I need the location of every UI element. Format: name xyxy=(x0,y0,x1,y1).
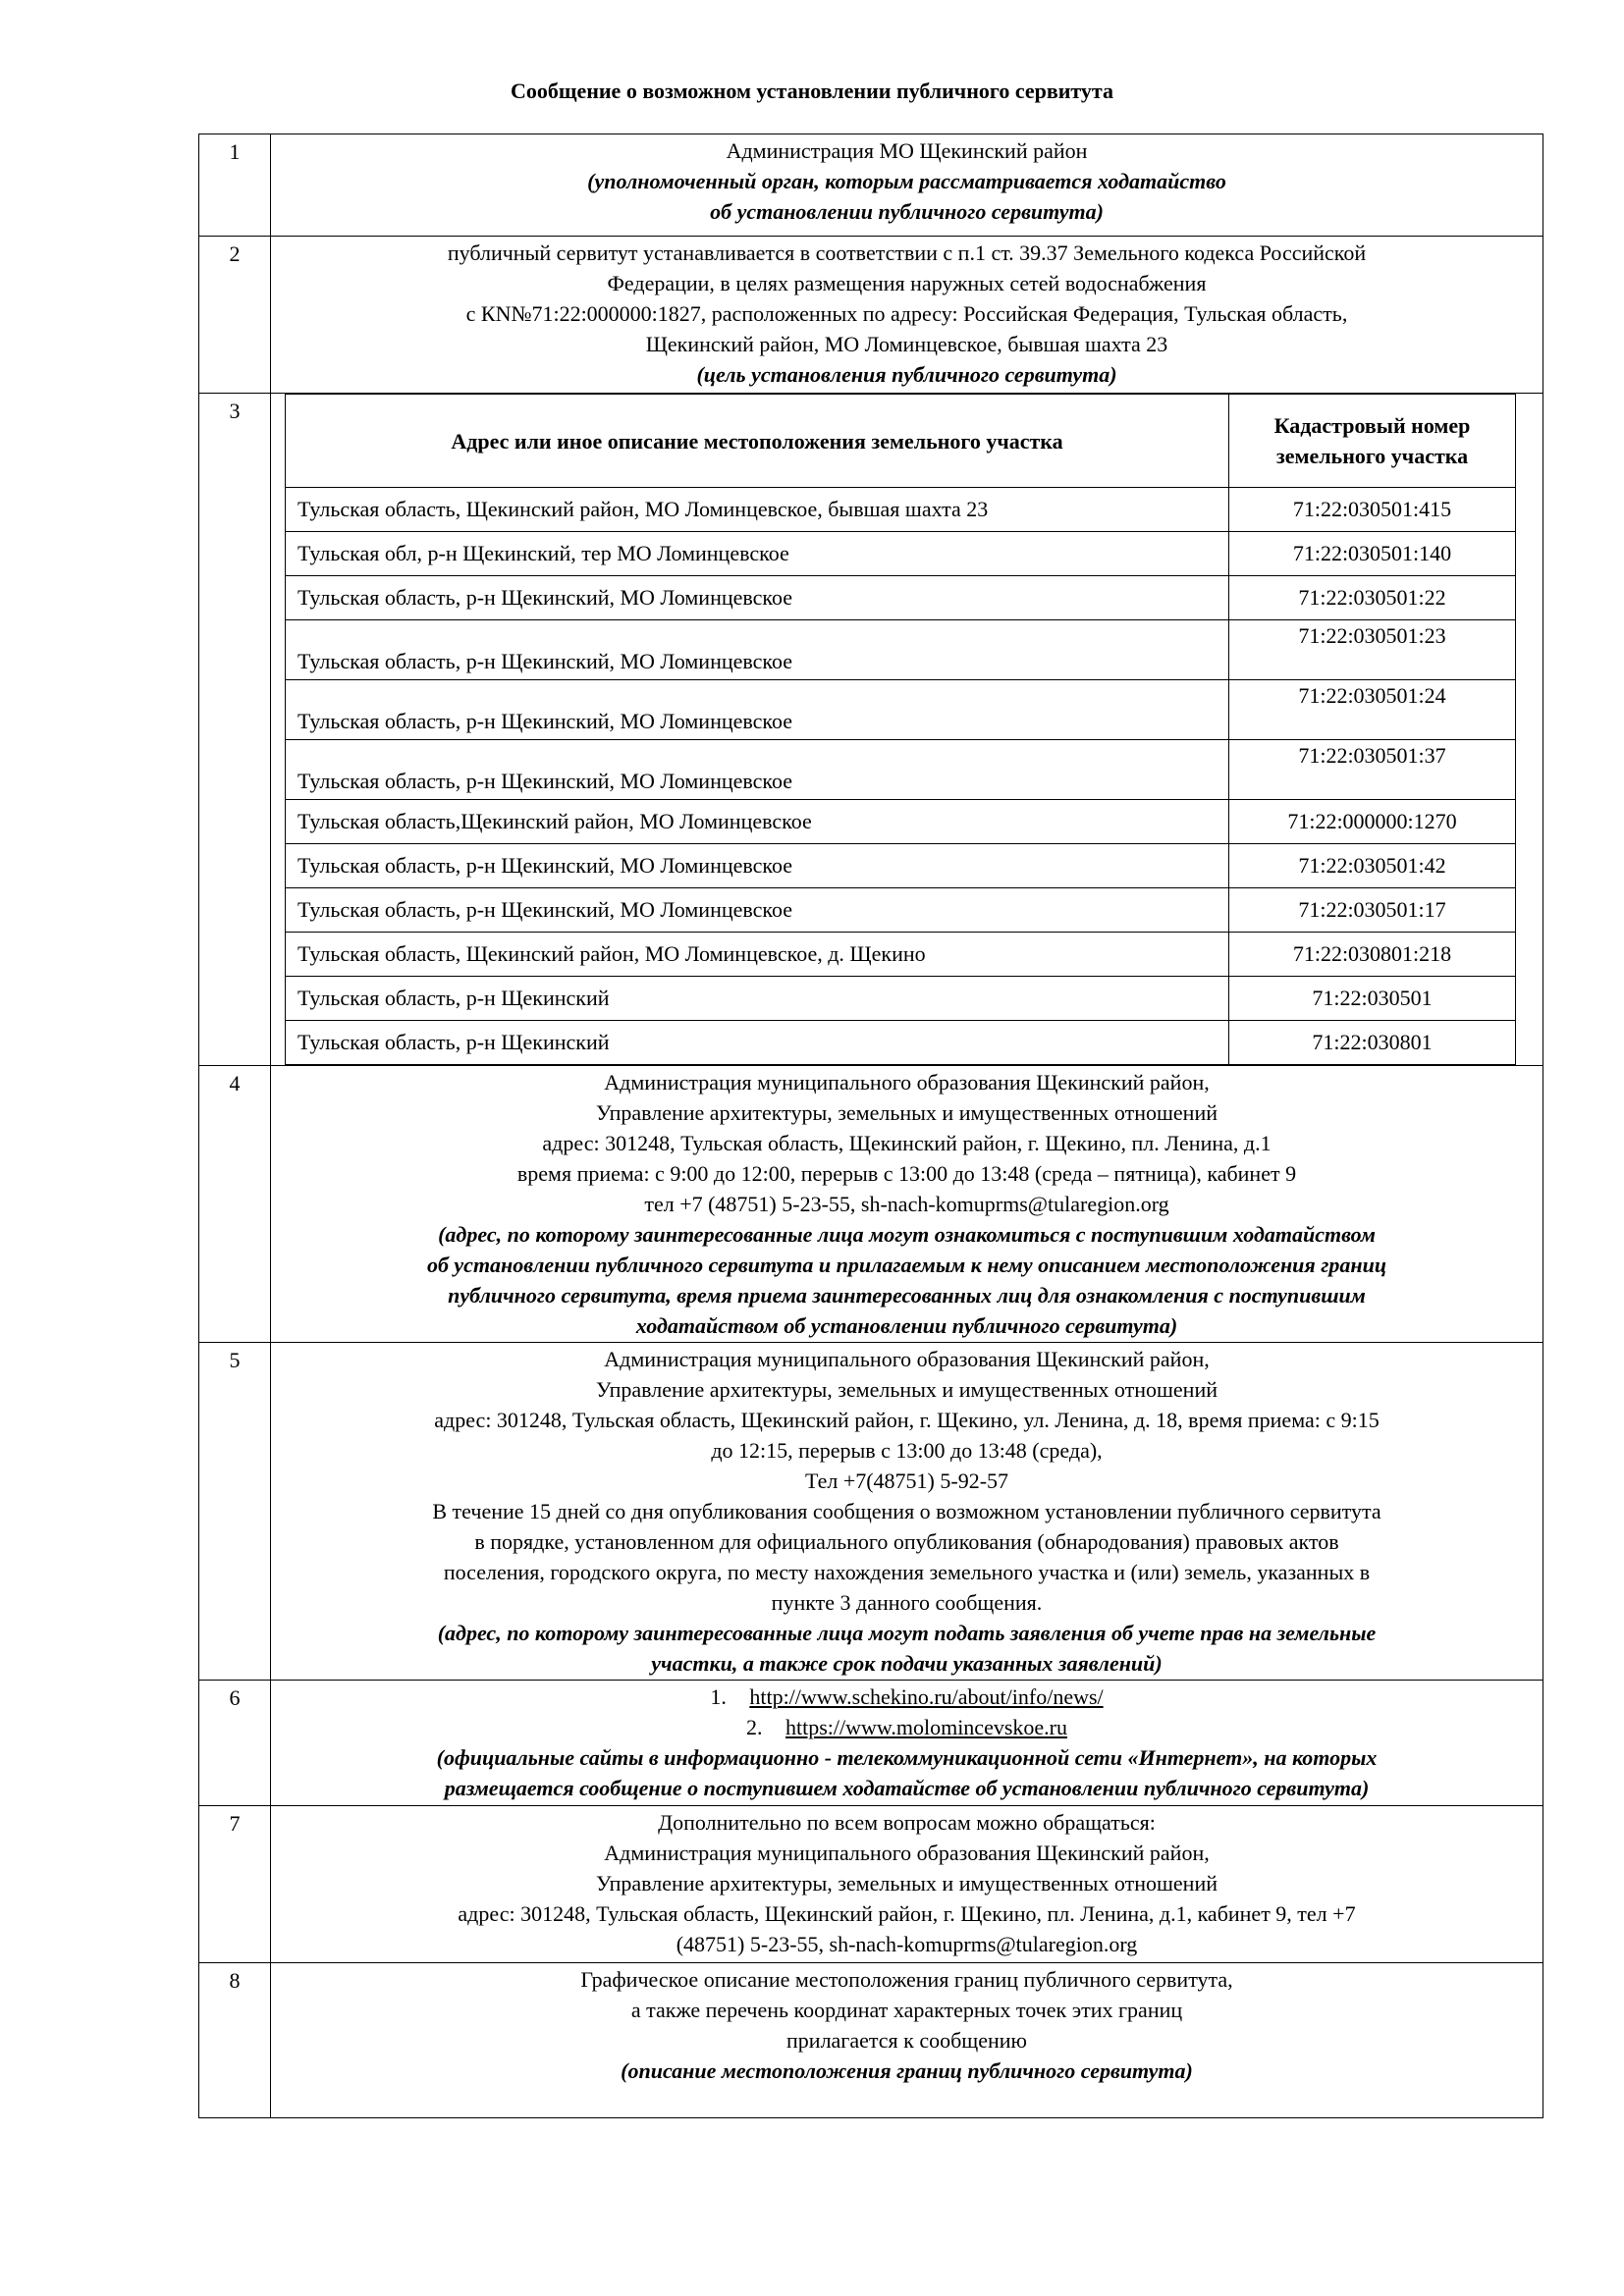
text-line: Федерации, в целях размещения наружных сетей водоснабжения xyxy=(607,271,1207,295)
text-line: Дополнительно по всем вопросам можно обращаться: xyxy=(658,1810,1156,1835)
parcels-table xyxy=(285,394,1516,1065)
parcel-row xyxy=(286,1021,1516,1065)
list-item xyxy=(281,1712,1533,1742)
row-note: (адрес, по которому заинтересованные лица могут ознакомиться с поступившим ходатайством xyxy=(438,1222,1376,1247)
parcel-address: Тульская область, р-н Щекинский, МО Ломинцевское xyxy=(286,620,1229,680)
parcel-row xyxy=(286,576,1516,620)
parcel-address: Тульская обл, р-н Щекинский, тер МО Ломинцевское xyxy=(286,532,1229,576)
parcel-cadastral: 71:22:030501:37 xyxy=(1229,740,1516,800)
text-line: Администрация муниципального образования Щекинский район, xyxy=(604,1070,1210,1095)
parcel-cadastral: 71:22:030501:42 xyxy=(1229,844,1516,888)
text-line: Управление архитектуры, земельных и имущественных отношений xyxy=(595,1871,1218,1896)
row-content xyxy=(271,1681,1543,1806)
text-line: Администрация муниципального образования Щекинский район, xyxy=(604,1347,1210,1371)
text-line: адрес: 301248, Тульская область, Щекинский район, г. Щекино, пл. Ленина, д.1, кабинет 9, тел +7 xyxy=(458,1901,1356,1926)
parcel-row xyxy=(286,740,1516,800)
text-line: (48751) 5-23-55, sh-nach-komuprms@tularegion.org xyxy=(676,1932,1138,1956)
text-line: пункте 3 данного сообщения. xyxy=(771,1590,1043,1615)
row-note: (описание местоположения границ публичного сервитута) xyxy=(621,2058,1193,2083)
row-note: (уполномоченный орган, которым рассматривается ходатайство xyxy=(587,169,1226,193)
text-line: Тел +7(48751) 5-92-57 xyxy=(804,1468,1009,1493)
parcel-address: Тульская область, Щекинский район, МО Ломинцевское, бывшая шахта 23 xyxy=(286,488,1229,532)
table-row xyxy=(199,237,1543,394)
row-note: размещается сообщение о поступившем ходатайстве об установлении публичного сервитута) xyxy=(444,1776,1370,1800)
row-note: ходатайством об установлении публичного сервитута) xyxy=(635,1313,1178,1338)
parcel-cadastral: 71:22:030501:415 xyxy=(1229,488,1516,532)
text-line: Администрация МО Щекинский район xyxy=(726,138,1088,163)
text-line: Управление архитектуры, земельных и имущественных отношений xyxy=(595,1377,1218,1402)
text-line: В течение 15 дней со дня опубликования сообщения о возможном установлении публичного сервитута xyxy=(432,1499,1381,1523)
parcel-cadastral: 71:22:030501:17 xyxy=(1229,888,1516,933)
column-header-cadastral: Кадастровый номер земельного участка xyxy=(1229,395,1516,488)
parcel-cadastral: 71:22:030501:23 xyxy=(1229,620,1516,680)
row-content xyxy=(271,1066,1543,1343)
row-number: 5 xyxy=(199,1343,271,1681)
schekino-news-link[interactable]: http://www.schekino.ru/about/info/news/ xyxy=(749,1684,1104,1709)
text-line: публичный сервитут устанавливается в соответствии с п.1 ст. 39.37 Земельного кодекса Российской xyxy=(447,240,1367,265)
parcel-row xyxy=(286,888,1516,933)
row-note: (цель установления публичного сервитута) xyxy=(696,362,1117,387)
text-line: прилагается к сообщению xyxy=(786,2028,1027,2053)
row-note: участки, а также срок подачи указанных заявлений) xyxy=(651,1651,1163,1676)
row-number: 3 xyxy=(199,394,271,1066)
row-number: 2 xyxy=(199,237,271,394)
text-line: адрес: 301248, Тульская область, Щекинский район, г. Щекино, ул. Ленина, д. 18, время приема: с 9:15 xyxy=(434,1408,1380,1432)
row-content xyxy=(271,1343,1543,1681)
row-content xyxy=(271,394,1543,1066)
row-note: об установлении публичного сервитута и прилагаемым к нему описанием местоположения границ xyxy=(426,1253,1387,1277)
list-number: 1. xyxy=(710,1684,727,1709)
list-item xyxy=(281,1682,1533,1712)
text-line: Управление архитектуры, земельных и имущественных отношений xyxy=(595,1100,1218,1125)
parcel-row xyxy=(286,800,1516,844)
text-line: Администрация муниципального образования Щекинский район, xyxy=(604,1841,1210,1865)
parcel-row xyxy=(286,532,1516,576)
text-line: время приема: с 9:00 до 12:00, перерыв с 13:00 до 13:48 (среда – пятница), кабинет 9 xyxy=(516,1161,1297,1186)
parcel-row xyxy=(286,933,1516,977)
parcel-row xyxy=(286,488,1516,532)
text-line: Щекинский район, МО Ломинцевское, бывшая шахта 23 xyxy=(645,332,1168,356)
parcel-address: Тульская область, Щекинский район, МО Ломинцевское, д. Щекино xyxy=(286,933,1229,977)
parcel-row xyxy=(286,680,1516,740)
parcel-cadastral: 71:22:030801 xyxy=(1229,1021,1516,1065)
parcel-address: Тульская область, р-н Щекинский, МО Ломинцевское xyxy=(286,680,1229,740)
row-note: публичного сервитута, время приема заинтересованных лиц для ознакомления с поступившим xyxy=(448,1283,1366,1308)
parcel-cadastral: 71:22:030501:140 xyxy=(1229,532,1516,576)
row-number: 7 xyxy=(199,1806,271,1963)
parcel-address: Тульская область, р-н Щекинский, МО Ломинцевское xyxy=(286,888,1229,933)
parcel-address: Тульская область, р-н Щекинский, МО Ломинцевское xyxy=(286,740,1229,800)
website-list xyxy=(281,1682,1533,1742)
parcel-address: Тульская область, р-н Щекинский, МО Ломинцевское xyxy=(286,576,1229,620)
text-line: в порядке, установленном для официального опубликования (обнародования) правовых актов xyxy=(474,1529,1339,1554)
parcel-address: Тульская область, р-н Щекинский, МО Ломинцевское xyxy=(286,844,1229,888)
table-row xyxy=(199,1806,1543,1963)
parcel-cadastral: 71:22:030801:218 xyxy=(1229,933,1516,977)
parcel-cadastral: 71:22:030501 xyxy=(1229,977,1516,1021)
row-number: 4 xyxy=(199,1066,271,1343)
parcel-address: Тульская область, р-н Щекинский xyxy=(286,1021,1229,1065)
text-line: Графическое описание местоположения границ публичного сервитута, xyxy=(580,1967,1233,1992)
parcel-row xyxy=(286,620,1516,680)
parcel-row xyxy=(286,844,1516,888)
servitude-notice-table xyxy=(198,133,1543,2118)
row-number: 1 xyxy=(199,134,271,237)
parcel-row xyxy=(286,977,1516,1021)
row-note: об установлении публичного сервитута) xyxy=(710,199,1104,224)
table-row xyxy=(199,394,1543,1066)
text-line: адрес: 301248, Тульская область, Щекинский район, г. Щекино, пл. Ленина, д.1 xyxy=(542,1131,1272,1155)
row-content xyxy=(271,134,1543,237)
page-title: Сообщение о возможном установлении публичного сервитута xyxy=(510,79,1114,103)
list-number: 2. xyxy=(746,1715,763,1739)
parcel-cadastral: 71:22:030501:22 xyxy=(1229,576,1516,620)
parcel-address: Тульская область,Щекинский район, МО Ломинцевское xyxy=(286,800,1229,844)
row-note: (адрес, по которому заинтересованные лица могут подать заявления об учете прав на земельные xyxy=(437,1621,1377,1645)
text-line: с КN№71:22:000000:1827, расположенных по адресу: Российская Федерация, Тульская область, xyxy=(465,301,1348,326)
molomincevskoe-link[interactable]: https://www.molomincevskoe.ru xyxy=(785,1715,1067,1739)
row-number: 8 xyxy=(199,1963,271,2118)
text-line: тел +7 (48751) 5-23-55, sh-nach-komuprms@tularegion.org xyxy=(644,1192,1169,1216)
column-header-address: Адрес или иное описание местоположения земельного участка xyxy=(286,395,1229,488)
row-number: 6 xyxy=(199,1681,271,1806)
parcel-address: Тульская область, р-н Щекинский xyxy=(286,977,1229,1021)
row-content xyxy=(271,237,1543,394)
table-row xyxy=(199,1343,1543,1681)
table-row xyxy=(199,1066,1543,1343)
row-note: (официальные сайты в информационно - телекоммуникационной сети «Интернет», на которых xyxy=(436,1745,1378,1770)
row-content xyxy=(271,1806,1543,1963)
text-line: а также перечень координат характерных точек этих границ xyxy=(630,1998,1183,2022)
parcel-cadastral: 71:22:000000:1270 xyxy=(1229,800,1516,844)
table-row xyxy=(199,134,1543,237)
row-content xyxy=(271,1963,1543,2118)
text-line: поселения, городского округа, по месту нахождения земельного участка и (или) земель, указанных в xyxy=(443,1560,1371,1584)
parcel-cadastral: 71:22:030501:24 xyxy=(1229,680,1516,740)
text-line: до 12:15, перерыв с 13:00 до 13:48 (среда), xyxy=(711,1438,1103,1463)
table-row xyxy=(199,1963,1543,2118)
table-row xyxy=(199,1681,1543,1806)
